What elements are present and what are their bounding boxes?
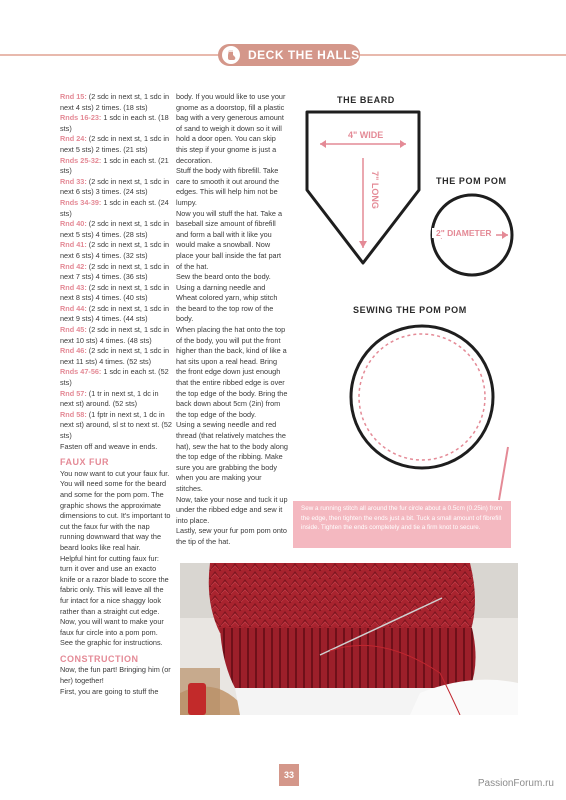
beard-title: THE BEARD [337, 95, 395, 105]
faux-fur-paragraph: You now want to cut your faux fur. You will need some for the beard and some for the pom pom. The graphic shows the approximate dimensions to cut. It's important to cut the faux fur with the nap running downward that way the beard looks like real hair. [60, 468, 171, 552]
pattern-row: Rnd 57: (1 tr in next st, 1 dc in next st) around. (52 sts) [60, 388, 159, 409]
construction-paragraph: Now, the fun part! Bringing him (or her) together! [60, 665, 171, 686]
instructions-column [176, 92, 288, 548]
instruction-paragraph: Lastly, sew your fur pom pom onto the tip of the hat. [176, 526, 287, 546]
instruction-paragraph: Now, take your nose and tuck it up under the ribbed edge and sew it into place. [176, 494, 288, 525]
pattern-row: Rnd 42: (2 sdc in next st, 1 sdc in next 7 sts) 4 times. (36 sts) [60, 261, 170, 282]
header-title: DECK THE HALLS [248, 48, 360, 62]
pattern-row: Rnd 44: (2 sdc in next st, 1 sdc in next 9 sts) 4 times. (44 sts) [60, 303, 170, 324]
instruction-paragraph: Sew the beard onto the body. Using a darning needle and Wheat colored yarn, whip stitch the beard to the top row of the body. [176, 272, 278, 324]
instruction-paragraph: Using a sewing needle and red thread (that relatively matches the hat), sew the hat to the body along the top edge of the ribbing. Make sure you are grabbing the body when you are making your stitches. [176, 420, 288, 493]
beard-length-label: 7" LONG [370, 165, 380, 215]
pattern-row: Rnd 24: (2 sdc in next st, 1 sdc in next 5 sts) 2 times. (21 sts) [60, 134, 170, 154]
pattern-row: Rnds 16-23: 1 sdc in each st. (18 sts) [60, 113, 169, 133]
sewing-callout: Sew a running stitch all around the fur circle about a 0.5cm (0.25in) from the edge, then tighten the ends just a bit. Tuck a small amount of fibrefill inside. Tighten the ends completely and tie a firm knot to secure. [293, 501, 511, 548]
instruction-paragraph: body. If you would like to use your gnome as a doorstop, fill a plastic bag with a very generous amount of sand to weigh it down so it will hold a door open. You can skip this step if your gnome is just a decoration. [176, 92, 286, 165]
pattern-row: Rnd 33: (2 sdc in next st, 1 sdc in next 6 sts) 3 times. (24 sts) [60, 176, 170, 197]
sewing-title: SEWING THE POM POM [353, 305, 467, 315]
pattern-row: Rnds 47-56: 1 sdc in each st. (52 sts) [60, 367, 169, 388]
watermark: PassionForum.ru [477, 778, 554, 789]
pattern-row: Rnd 41: (2 sdc in next st, 1 sdc in next 6 sts) 4 times. (32 sts) [60, 240, 170, 260]
section-header [0, 44, 566, 66]
header-rule-right [356, 54, 566, 56]
instruction-paragraph: When placing the hat onto the top of the body, you will put the front higher than the back, kind of like a hat sits upon a real head. Bring the front edge down just enough that the entire ribbed edge is over the top edge of the body. Bring the back down about 5cm (2in) from the top edge of the body. [176, 325, 288, 419]
pattern-row: Rnd 58: (1 fptr in next st, 1 dc in next st) around, sl st to next st. (52 sts) [60, 409, 172, 440]
construction-paragraph: First, you are going to stuff the [60, 686, 159, 696]
hat-photo [180, 563, 518, 715]
pattern-column [60, 92, 172, 697]
header-badge [218, 44, 360, 66]
pattern-row: Rnds 25-32: 1 sdc in each st. (21 sts) [60, 155, 169, 176]
pattern-row: Rnd 15: (2 sdc in next st, 1 sdc in next 4 sts) 2 times. (18 sts) [60, 92, 170, 112]
pattern-row: Rnd 46: (2 sdc in next st, 1 sdc in next 11 sts) 4 times. (52 sts) [60, 346, 170, 366]
fasten-off-text: Fasten off and weave in ends. [60, 441, 158, 451]
construction-heading: CONSTRUCTION [60, 653, 139, 664]
sewing-diagram [348, 323, 496, 471]
faux-fur-hint: Helpful hint for cutting faux fur: turn it over and use an exacto knife or a razor blade to score the fabric only. This will leave all the fur intact for a nice shaggy look rather than a straight cut edge. [60, 553, 169, 616]
beard-width-label: 4" WIDE [345, 130, 386, 140]
pom-pom-diameter-label: 2" DIAMETER [432, 228, 496, 238]
callout-pointer [490, 445, 520, 505]
instruction-paragraph: Stuff the body with fibrefill. Take care to smooth it out around the edges. This will help him not be lumpy. [176, 166, 280, 207]
faux-fur-paragraph: Now, you will want to make your faux fur circle into a pom pom. See the graphic for instructions. [60, 617, 164, 648]
pattern-row: Rnds 34-39: 1 sdc in each st. (24 sts) [60, 197, 169, 218]
header-rule-left [0, 54, 225, 56]
page-number: 33 [279, 764, 299, 786]
pattern-row: Rnd 43: (2 sdc in next st, 1 sdc in next 8 sts) 4 times. (40 sts) [60, 282, 170, 303]
instruction-paragraph: Now you will stuff the hat. Take a baseball size amount of fibrefill and form a ball with it like you would make a snowball. Now place your ball inside the fat part of the hat. [176, 208, 282, 271]
pattern-row: Rnd 40: (2 sdc in next st, 1 sdc in next 5 sts) 4 times. (28 sts) [60, 219, 170, 239]
sock-icon [220, 44, 242, 66]
pom-pom-title: THE POM POM [436, 176, 507, 186]
pattern-row: Rnd 45: (2 sdc in next st, 1 sdc in next 10 sts) 4 times. (48 sts) [60, 325, 170, 345]
faux-fur-heading: FAUX FUR [60, 457, 109, 468]
